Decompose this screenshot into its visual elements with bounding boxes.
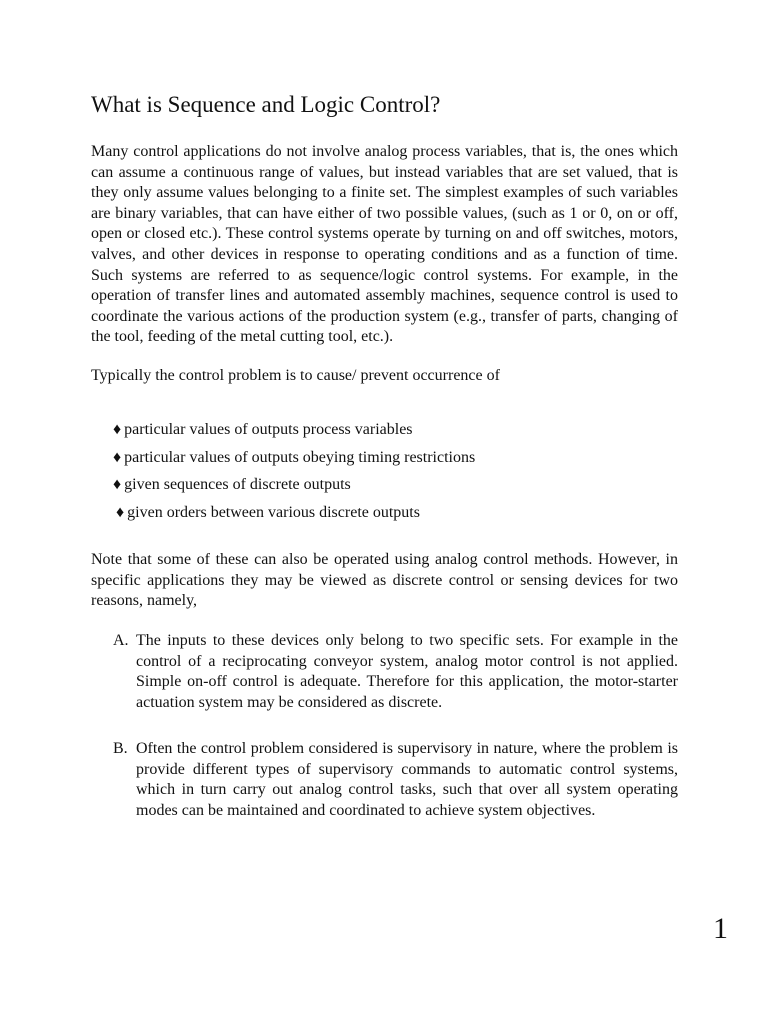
list-item [113,502,673,530]
list-item [113,474,673,502]
bullet-list [113,419,673,530]
typically-line: Typically the control problem is to cause/ prevent occurrence of [91,367,500,384]
bullet-text: given orders between various discrete outputs [127,504,420,522]
diamond-bullet-icon: ♦ [116,504,125,522]
reason-text: The inputs to these devices only belong to two specific sets. For example in the control of a reciprocating conveyor system, analog motor control is not applied. Simple on-off control is adequate. Therefore for this application, the motor-starter actuation system may be considered as discrete. [136,632,678,711]
intro-paragraph: Many control applications do not involve analog process variables, that is, the ones which can assume a continuous range of values, but instead variables that are set valued, that is they only assume values belonging to a finite set. The simplest examples of such variables are binary variables, that can have either of two possible values, (such as 1 or 0, on or off, open or closed etc.). These control systems operate by turning on and off switches, motors, valves, and other devices in response to operating conditions and as a function of time. Such systems are referred to as sequence/logic control systems. For example, in the operation of transfer lines and automated assembly machines, sequence control is used to coordinate the various actions of the production system (e.g., transfer of parts, changing of the tool, feeding of the metal cutting tool, etc.). [91,143,678,346]
diamond-bullet-icon: ♦ [113,476,122,494]
list-item [113,447,673,475]
bullet-text: particular values of outputs obeying timing restrictions [124,448,476,466]
note-paragraph: Note that some of these can also be operated using analog control methods. However, in specific applications they may be viewed as discrete control or sensing devices for two reasons, namely, [91,551,678,610]
list-marker: B. [113,740,128,757]
reason-text: Often the control problem considered is supervisory in nature, where the problem is provide different types of supervisory commands to automatic control systems, which in turn carry out analog control tasks, such that over all system operating modes can be maintained and coordinated to achieve system objectives. [136,740,678,819]
reason-item-a [113,631,678,713]
list-item [113,419,673,447]
page-title: What is Sequence and Logic Control? [91,92,441,117]
bullet-text: particular values of outputs process variables [124,421,413,438]
diamond-bullet-icon: ♦ [113,448,122,466]
diamond-bullet-icon: ♦ [113,421,122,438]
bullet-text: given sequences of discrete outputs [124,476,351,494]
list-marker: A. [113,632,129,649]
page-number: 1 [713,912,728,945]
reason-item-b [113,739,678,821]
